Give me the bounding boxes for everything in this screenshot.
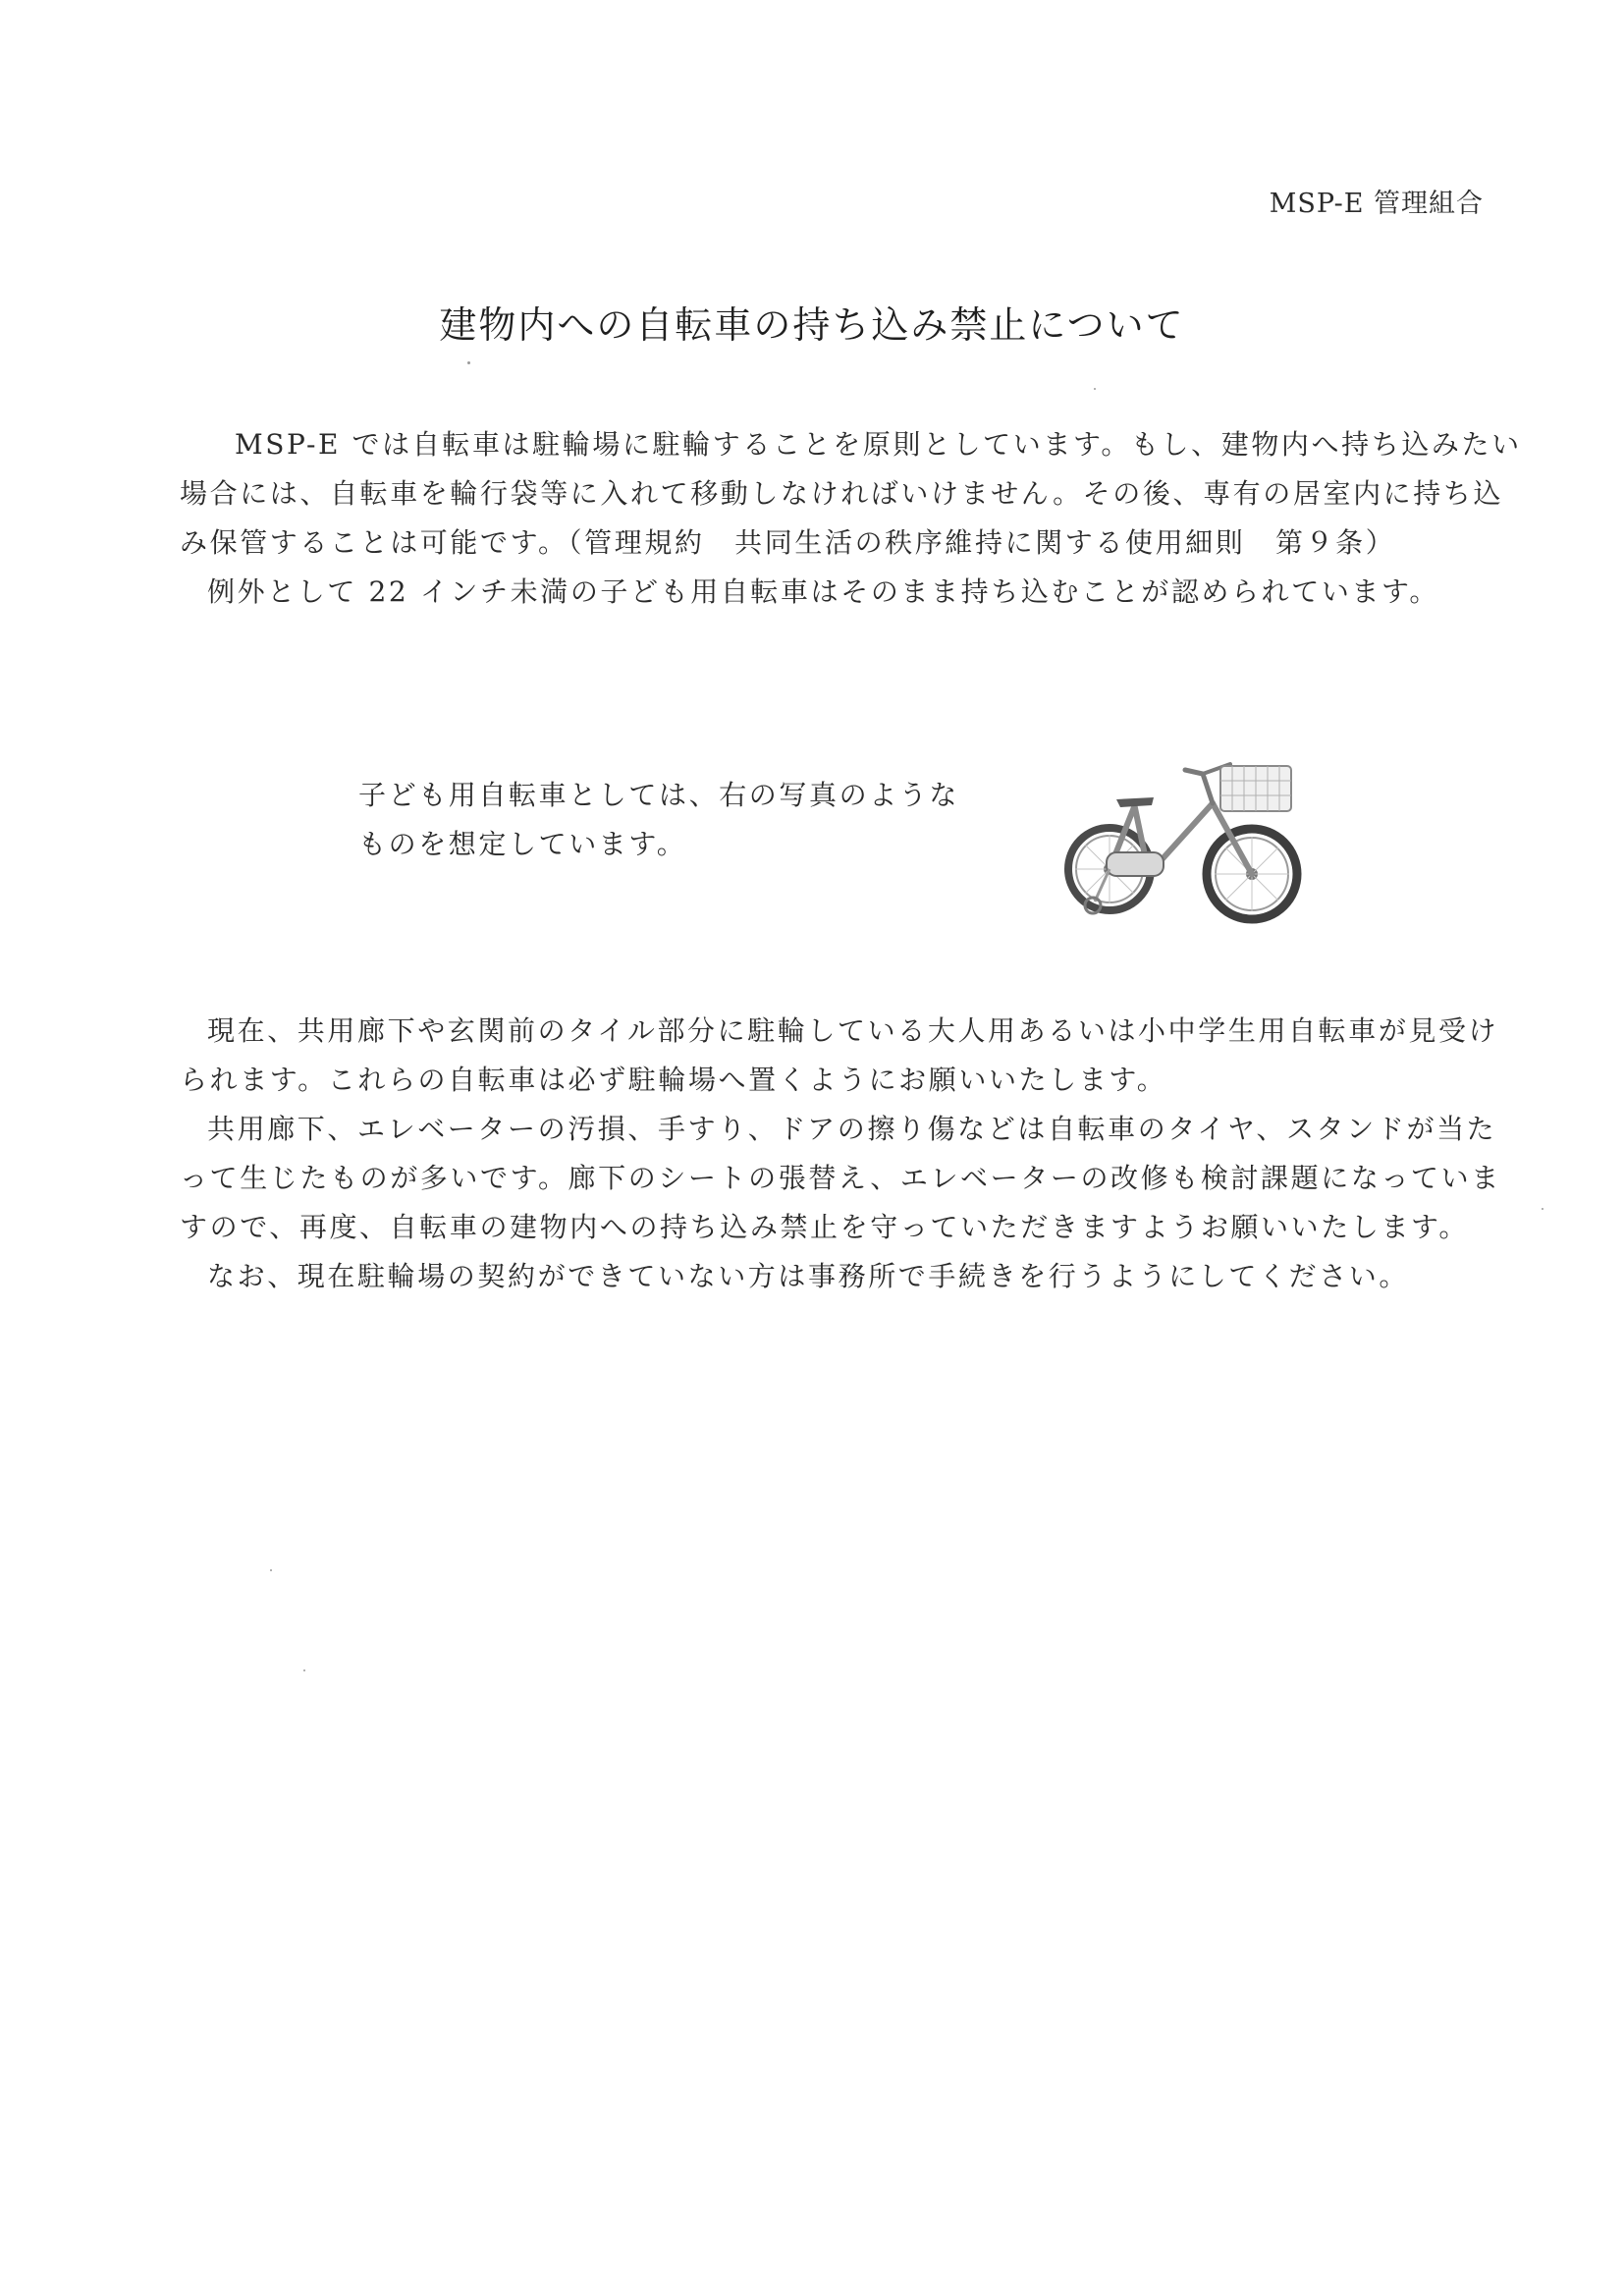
- contract-line: なお、現在駐輪場の契約ができていない方は事務所で手続きを行うようにしてください。: [207, 1260, 1410, 1292]
- childrens-bicycle-photo: [1056, 727, 1311, 938]
- exception-line: 例外として 22 インチ未満の子ども用自転車はそのまま持ち込むことが認められています。: [207, 575, 1439, 608]
- caption-line: ものを想定しています。: [358, 828, 687, 860]
- scan-speck: [270, 1569, 272, 1571]
- request-line: 現在、共用廊下や玄関前のタイル部分に駐輪している大人用あるいは小中学生用自転車が見受け: [207, 1014, 1499, 1047]
- damage-line: すので、再度、自転車の建物内への持ち込み禁止を守っていただきますようお願いいたします。: [180, 1211, 1470, 1243]
- intro-line: 場合には、自転車を輪行袋等に入れて移動しなければいけません。その後、専有の居室内に持ち込: [180, 477, 1504, 510]
- intro-line: MSP-E では自転車は駐輪場に駐輪することを原則としています。もし、建物内へ持ち込みたい: [235, 428, 1522, 461]
- document-title: 建物内への自転車の持ち込み禁止について: [439, 303, 1185, 347]
- request-line: られます。これらの自転車は必ず駐輪場へ置くようにお願いいたします。: [180, 1064, 1167, 1096]
- request-paragraph: [180, 1007, 1501, 1301]
- caption-line: 子ども用自転車としては、右の写真のような: [358, 779, 960, 811]
- damage-line: 共用廊下、エレベーターの汚損、手すり、ドアの擦り傷などは自転車のタイヤ、スタンドが当た: [207, 1113, 1497, 1145]
- organization-name: MSP-E 管理組合: [1269, 189, 1484, 219]
- photo-caption: [358, 771, 959, 869]
- scan-speck: [1094, 388, 1096, 390]
- scan-speck: [1542, 1208, 1543, 1210]
- intro-paragraph: [180, 420, 1522, 617]
- scan-speck: [303, 1669, 305, 1671]
- damage-line: って生じたものが多いです。廊下のシートの張替え、エレベーターの改修も検討課題になっていま: [180, 1162, 1501, 1194]
- scan-speck: [467, 361, 470, 364]
- intro-line: み保管することは可能です。（管理規約 共同生活の秩序維持に関する使用細則 第９条）: [180, 526, 1396, 559]
